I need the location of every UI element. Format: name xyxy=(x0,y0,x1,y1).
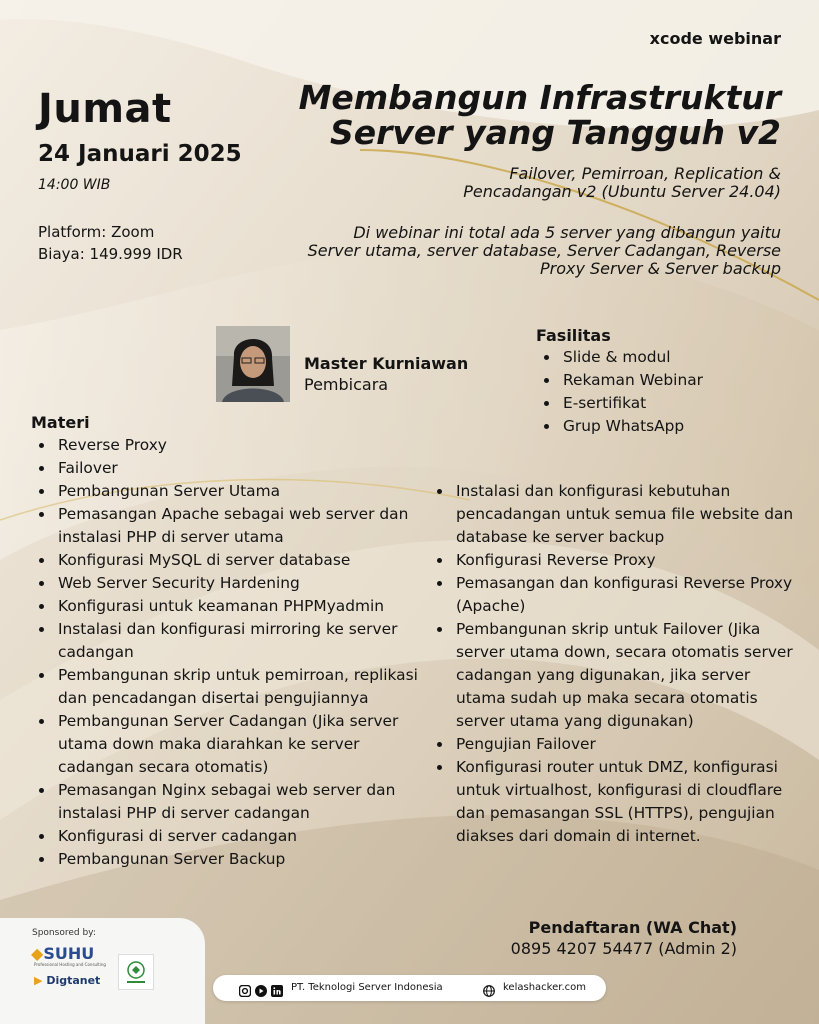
suhu-tagline: Professional Hosting and Consulting xyxy=(34,962,106,967)
suhu-logo-icon: ◆ xyxy=(31,944,44,963)
speaker-role: Pembicara xyxy=(304,375,389,394)
facilities-heading: Fasilitas xyxy=(536,326,611,345)
description-line: Di webinar ini total ada 5 server yang dibangun yaitu xyxy=(353,223,781,242)
sponsor-label: Sponsored by: xyxy=(32,928,96,938)
material-item: Pemasangan dan konfigurasi Reverse Proxy (Apache) xyxy=(429,572,804,618)
event-time: 14:00 WIB xyxy=(38,177,111,193)
webinar-description xyxy=(221,224,781,278)
brand-label: xcode webinar xyxy=(649,29,781,48)
material-item: Konfigurasi Reverse Proxy xyxy=(429,549,804,572)
facility-item: Rekaman Webinar xyxy=(536,369,703,392)
youtube-icon[interactable] xyxy=(255,982,267,994)
material-item: Konfigurasi untuk keamanan PHPMyadmin xyxy=(31,595,431,618)
registration-phone[interactable]: 0895 4207 54477 (Admin 2) xyxy=(510,939,737,958)
speaker-name: Master Kurniawan xyxy=(304,354,469,373)
suhu-logo: ◆SUHU xyxy=(31,944,95,963)
material-item: Pemasangan Nginx sebagai web server dan instalasi PHP di server cadangan xyxy=(31,779,431,825)
title-line: Server yang Tangguh v2 xyxy=(329,113,781,152)
material-item: Web Server Security Hardening xyxy=(31,572,431,595)
facility-item: Grup WhatsApp xyxy=(536,415,703,438)
facility-item: E-sertifikat xyxy=(536,392,703,415)
materials-heading: Materi xyxy=(31,413,90,432)
facility-item: Slide & modul xyxy=(536,346,703,369)
material-item: Reverse Proxy xyxy=(31,434,431,457)
webinar-subtitle xyxy=(361,165,781,201)
material-item: Pembangunan skrip untuk Failover (Jika server utama down, secara otomatis server cadangan yang digunakan, jika server utama sudah up maka secara otomatis server utama yang digunakan) xyxy=(429,618,804,733)
material-item: Pembangunan skrip untuk pemirroan, replikasi dan pencadangan disertai pengujiannya xyxy=(31,664,431,710)
material-item: Pembangunan Server Cadangan (Jika server utama down maka diarahkan ke server cadangan secara otomatis) xyxy=(31,710,431,779)
digtanet-logo-icon: ▶ xyxy=(34,974,43,987)
material-item: Konfigurasi di server cadangan xyxy=(31,825,431,848)
description-line: Proxy Server & Server backup xyxy=(539,259,781,278)
description-line: Server utama, server database, Server Cadangan, Reverse xyxy=(307,241,781,260)
material-item: Konfigurasi MySQL di server database xyxy=(31,549,431,572)
fee-text: Biaya: 149.999 IDR xyxy=(38,245,183,263)
event-day: Jumat xyxy=(38,86,172,132)
facilities-list xyxy=(536,346,703,438)
material-item: Pembangunan Server Utama xyxy=(31,480,431,503)
materials-list-left xyxy=(31,434,431,871)
material-item: Instalasi dan konfigurasi kebutuhan pencadangan untuk semua file website dan database ke server backup xyxy=(429,480,804,549)
material-item: Instalasi dan konfigurasi mirroring ke server cadangan xyxy=(31,618,431,664)
event-info xyxy=(38,221,183,265)
registration-heading: Pendaftaran (WA Chat) xyxy=(528,918,737,937)
speaker-photo xyxy=(216,326,290,402)
platform-text: Platform: Zoom xyxy=(38,223,155,241)
subtitle-line: Pencadangan v2 (Ubuntu Server 24.04) xyxy=(463,182,781,201)
materials-list-right xyxy=(429,480,804,848)
material-item: Pembangunan Server Backup xyxy=(31,848,431,871)
partner-seal-logo xyxy=(118,954,154,990)
material-item: Pemasangan Apache sebagai web server dan instalasi PHP di server utama xyxy=(31,503,431,549)
instagram-icon[interactable] xyxy=(239,982,251,994)
material-item: Failover xyxy=(31,457,431,480)
digtanet-logo: ▶ Digtanet xyxy=(34,974,101,987)
footer-bar xyxy=(213,975,606,1001)
sponsor-panel xyxy=(0,918,205,1024)
globe-icon xyxy=(483,982,495,994)
footer-company: PT. Teknologi Server Indonesia xyxy=(291,982,443,993)
webinar-title xyxy=(261,80,781,150)
linkedin-icon[interactable] xyxy=(271,982,283,994)
event-date: 24 Januari 2025 xyxy=(38,141,242,167)
footer-website[interactable]: kelashacker.com xyxy=(503,982,586,993)
material-item: Pengujian Failover xyxy=(429,733,804,756)
title-line: Membangun Infrastruktur xyxy=(298,78,781,117)
material-item: Konfigurasi router untuk DMZ, konfigurasi untuk virtualhost, konfigurasi di cloudflare dan pemasangan SSL (HTTPS), pengujian diakses dari domain di internet. xyxy=(429,756,804,848)
subtitle-line: Failover, Pemirroan, Replication & xyxy=(509,164,781,183)
